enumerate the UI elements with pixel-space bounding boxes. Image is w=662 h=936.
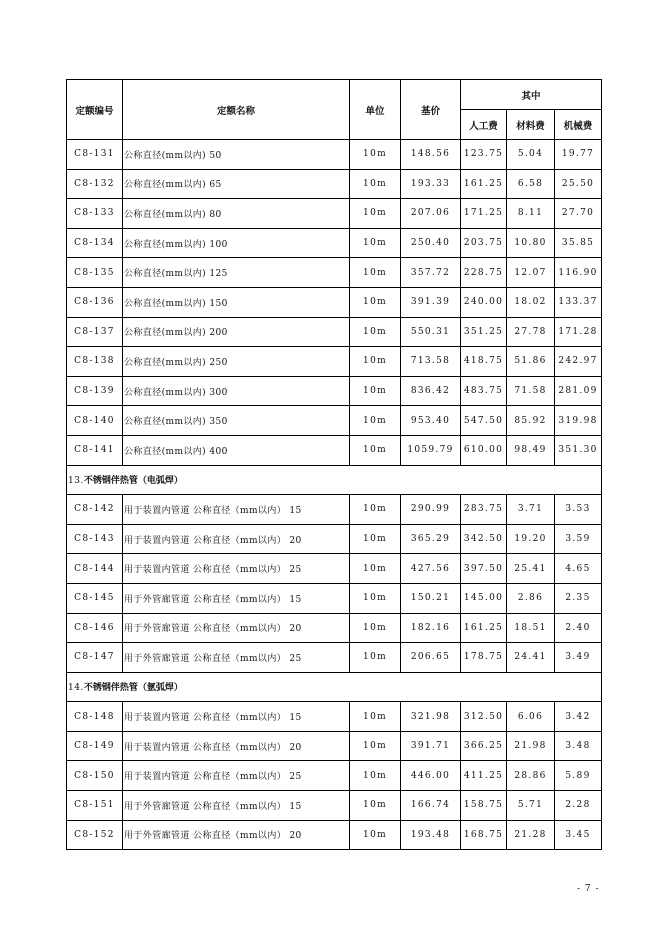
cell-base-price: 150.21 bbox=[401, 583, 461, 613]
section-title: 不锈钢伴热管（氩弧焊） bbox=[83, 683, 183, 694]
cell-code: C8-139 bbox=[67, 376, 123, 406]
section-number: 14. bbox=[68, 683, 84, 694]
cell-labor: 161.25 bbox=[461, 169, 507, 199]
cell-machine: 25.50 bbox=[555, 169, 602, 199]
cell-name: 公称直径(mm以内) 65 bbox=[123, 169, 350, 199]
header-machine: 机械费 bbox=[555, 110, 602, 140]
cell-base-price: 290.99 bbox=[401, 495, 461, 525]
cell-material: 21.28 bbox=[507, 820, 555, 850]
cell-unit: 10m bbox=[350, 613, 401, 643]
cell-unit: 10m bbox=[350, 583, 401, 613]
cell-name: 用于装置内管道 公称直径（mm以内） 15 bbox=[123, 702, 350, 732]
cell-code: C8-141 bbox=[67, 435, 123, 465]
table-row bbox=[67, 791, 602, 821]
cell-base-price: 446.00 bbox=[401, 761, 461, 791]
cell-machine: 35.85 bbox=[555, 228, 602, 258]
cell-unit: 10m bbox=[350, 287, 401, 317]
cell-material: 2.86 bbox=[507, 583, 555, 613]
cell-code: C8-134 bbox=[67, 228, 123, 258]
cell-machine: 3.53 bbox=[555, 495, 602, 525]
cell-labor: 123.75 bbox=[461, 140, 507, 170]
cell-code: C8-140 bbox=[67, 406, 123, 436]
cell-name: 用于装置内管道 公称直径（mm以内） 25 bbox=[123, 761, 350, 791]
cell-material: 25.41 bbox=[507, 554, 555, 584]
cell-base-price: 193.48 bbox=[401, 820, 461, 850]
cell-code: C8-149 bbox=[67, 731, 123, 761]
cell-code: C8-147 bbox=[67, 643, 123, 673]
cell-name: 公称直径(mm以内) 150 bbox=[123, 287, 350, 317]
section-13 bbox=[67, 465, 602, 495]
cell-unit: 10m bbox=[350, 643, 401, 673]
section-title: 不锈钢伴热管（电弧焊） bbox=[83, 476, 183, 487]
cell-name: 用于装置内管道 公称直径（mm以内） 15 bbox=[123, 495, 350, 525]
cell-material: 71.58 bbox=[507, 376, 555, 406]
cell-unit: 10m bbox=[350, 761, 401, 791]
cell-labor: 397.50 bbox=[461, 554, 507, 584]
cell-name: 公称直径(mm以内) 100 bbox=[123, 228, 350, 258]
cell-code: C8-133 bbox=[67, 199, 123, 229]
cell-code: C8-132 bbox=[67, 169, 123, 199]
header-base-price: 基价 bbox=[401, 80, 461, 140]
cell-material: 8.11 bbox=[507, 199, 555, 229]
cell-name: 公称直径(mm以内) 250 bbox=[123, 347, 350, 377]
header-unit: 单位 bbox=[350, 80, 401, 140]
cell-machine: 2.35 bbox=[555, 583, 602, 613]
table-row bbox=[67, 258, 602, 288]
cell-name: 公称直径(mm以内) 50 bbox=[123, 140, 350, 170]
cell-unit: 10m bbox=[350, 731, 401, 761]
cell-labor: 228.75 bbox=[461, 258, 507, 288]
cell-unit: 10m bbox=[350, 791, 401, 821]
cell-unit: 10m bbox=[350, 199, 401, 229]
cell-code: C8-151 bbox=[67, 791, 123, 821]
cell-labor: 168.75 bbox=[461, 820, 507, 850]
header-among: 其中 bbox=[461, 80, 602, 110]
cell-machine: 3.42 bbox=[555, 702, 602, 732]
cell-labor: 547.50 bbox=[461, 406, 507, 436]
cell-code: C8-152 bbox=[67, 820, 123, 850]
cell-code: C8-143 bbox=[67, 524, 123, 554]
cell-name: 用于外管廊管道 公称直径（mm以内） 15 bbox=[123, 791, 350, 821]
table-row bbox=[67, 731, 602, 761]
table-row bbox=[67, 347, 602, 377]
cell-material: 85.92 bbox=[507, 406, 555, 436]
cell-machine: 133.37 bbox=[555, 287, 602, 317]
cell-base-price: 166.74 bbox=[401, 791, 461, 821]
cell-name: 用于装置内管道 公称直径（mm以内） 25 bbox=[123, 554, 350, 584]
table-row bbox=[67, 524, 602, 554]
cell-machine: 3.49 bbox=[555, 643, 602, 673]
cell-base-price: 250.40 bbox=[401, 228, 461, 258]
cell-machine: 2.40 bbox=[555, 613, 602, 643]
section-row bbox=[67, 465, 602, 495]
cell-unit: 10m bbox=[350, 169, 401, 199]
table-row bbox=[67, 554, 602, 584]
cell-unit: 10m bbox=[350, 376, 401, 406]
cell-base-price: 182.16 bbox=[401, 613, 461, 643]
cell-base-price: 391.71 bbox=[401, 731, 461, 761]
cell-unit: 10m bbox=[350, 406, 401, 436]
cell-base-price: 1059.79 bbox=[401, 435, 461, 465]
table-body-dn bbox=[67, 140, 602, 466]
header-code: 定额编号 bbox=[67, 80, 123, 140]
cell-name: 公称直径(mm以内) 125 bbox=[123, 258, 350, 288]
cell-code: C8-145 bbox=[67, 583, 123, 613]
cell-material: 18.02 bbox=[507, 287, 555, 317]
cell-machine: 5.89 bbox=[555, 761, 602, 791]
table-row bbox=[67, 583, 602, 613]
cell-material: 5.04 bbox=[507, 140, 555, 170]
cell-labor: 178.75 bbox=[461, 643, 507, 673]
cell-base-price: 357.72 bbox=[401, 258, 461, 288]
cell-labor: 610.00 bbox=[461, 435, 507, 465]
table-row bbox=[67, 820, 602, 850]
table-row bbox=[67, 376, 602, 406]
cell-base-price: 550.31 bbox=[401, 317, 461, 347]
cell-name: 公称直径(mm以内) 200 bbox=[123, 317, 350, 347]
cell-code: C8-144 bbox=[67, 554, 123, 584]
cell-material: 51.86 bbox=[507, 347, 555, 377]
cell-name: 用于外管廊管道 公称直径（mm以内） 20 bbox=[123, 613, 350, 643]
cell-labor: 351.25 bbox=[461, 317, 507, 347]
cell-base-price: 193.33 bbox=[401, 169, 461, 199]
cell-labor: 366.25 bbox=[461, 731, 507, 761]
cell-labor: 203.75 bbox=[461, 228, 507, 258]
section-14 bbox=[67, 672, 602, 702]
cell-code: C8-142 bbox=[67, 495, 123, 525]
table-row bbox=[67, 287, 602, 317]
header-name: 定额名称 bbox=[123, 80, 350, 140]
cell-machine: 319.98 bbox=[555, 406, 602, 436]
cell-unit: 10m bbox=[350, 554, 401, 584]
section-number: 13. bbox=[68, 476, 84, 487]
table-body-argon-arc bbox=[67, 702, 602, 850]
cell-labor: 411.25 bbox=[461, 761, 507, 791]
cell-material: 6.06 bbox=[507, 702, 555, 732]
cell-labor: 145.00 bbox=[461, 583, 507, 613]
header-material: 材料费 bbox=[507, 110, 555, 140]
cell-name: 用于外管廊管道 公称直径（mm以内） 20 bbox=[123, 820, 350, 850]
cell-unit: 10m bbox=[350, 228, 401, 258]
cell-base-price: 206.65 bbox=[401, 643, 461, 673]
cell-name: 用于装置内管道 公称直径（mm以内） 20 bbox=[123, 731, 350, 761]
cell-unit: 10m bbox=[350, 495, 401, 525]
table-body-electric-arc bbox=[67, 495, 602, 673]
cell-code: C8-135 bbox=[67, 258, 123, 288]
cell-material: 12.07 bbox=[507, 258, 555, 288]
cell-machine: 3.45 bbox=[555, 820, 602, 850]
cell-material: 5.71 bbox=[507, 791, 555, 821]
cell-material: 18.51 bbox=[507, 613, 555, 643]
table-row bbox=[67, 169, 602, 199]
cell-unit: 10m bbox=[350, 702, 401, 732]
cell-base-price: 427.56 bbox=[401, 554, 461, 584]
cell-machine: 116.90 bbox=[555, 258, 602, 288]
table-row bbox=[67, 140, 602, 170]
cell-name: 公称直径(mm以内) 80 bbox=[123, 199, 350, 229]
cell-material: 6.58 bbox=[507, 169, 555, 199]
cell-material: 24.41 bbox=[507, 643, 555, 673]
cell-labor: 418.75 bbox=[461, 347, 507, 377]
cell-material: 28.86 bbox=[507, 761, 555, 791]
cell-name: 用于外管廊管道 公称直径（mm以内） 15 bbox=[123, 583, 350, 613]
cell-machine: 3.59 bbox=[555, 524, 602, 554]
cell-material: 10.80 bbox=[507, 228, 555, 258]
table-row bbox=[67, 317, 602, 347]
cell-code: C8-136 bbox=[67, 287, 123, 317]
cell-machine: 281.09 bbox=[555, 376, 602, 406]
cell-machine: 2.28 bbox=[555, 791, 602, 821]
cell-unit: 10m bbox=[350, 435, 401, 465]
cell-unit: 10m bbox=[350, 317, 401, 347]
cell-base-price: 148.56 bbox=[401, 140, 461, 170]
cell-material: 3.71 bbox=[507, 495, 555, 525]
cell-base-price: 391.39 bbox=[401, 287, 461, 317]
table-row bbox=[67, 228, 602, 258]
cell-unit: 10m bbox=[350, 524, 401, 554]
cell-unit: 10m bbox=[350, 140, 401, 170]
cell-machine: 19.77 bbox=[555, 140, 602, 170]
cell-unit: 10m bbox=[350, 347, 401, 377]
cell-unit: 10m bbox=[350, 820, 401, 850]
table-row bbox=[67, 613, 602, 643]
table-row bbox=[67, 406, 602, 436]
cell-code: C8-137 bbox=[67, 317, 123, 347]
section-row bbox=[67, 672, 602, 702]
cell-code: C8-138 bbox=[67, 347, 123, 377]
cell-machine: 27.70 bbox=[555, 199, 602, 229]
cell-base-price: 207.06 bbox=[401, 199, 461, 229]
cell-code: C8-150 bbox=[67, 761, 123, 791]
cell-labor: 483.75 bbox=[461, 376, 507, 406]
cell-labor: 240.00 bbox=[461, 287, 507, 317]
cell-machine: 3.48 bbox=[555, 731, 602, 761]
cell-name: 公称直径(mm以内) 350 bbox=[123, 406, 350, 436]
cell-labor: 171.25 bbox=[461, 199, 507, 229]
quota-table bbox=[66, 79, 602, 850]
cell-base-price: 836.42 bbox=[401, 376, 461, 406]
cell-machine: 171.28 bbox=[555, 317, 602, 347]
cell-machine: 351.30 bbox=[555, 435, 602, 465]
cell-machine: 4.65 bbox=[555, 554, 602, 584]
cell-labor: 283.75 bbox=[461, 495, 507, 525]
table-row bbox=[67, 761, 602, 791]
cell-labor: 312.50 bbox=[461, 702, 507, 732]
table-row bbox=[67, 702, 602, 732]
cell-name: 公称直径(mm以内) 400 bbox=[123, 435, 350, 465]
cell-labor: 161.25 bbox=[461, 613, 507, 643]
cell-name: 用于外管廊管道 公称直径（mm以内） 25 bbox=[123, 643, 350, 673]
page-number: - 7 - bbox=[577, 884, 600, 894]
table-row bbox=[67, 435, 602, 465]
cell-material: 21.98 bbox=[507, 731, 555, 761]
cell-code: C8-131 bbox=[67, 140, 123, 170]
cell-name: 用于装置内管道 公称直径（mm以内） 20 bbox=[123, 524, 350, 554]
cell-material: 27.78 bbox=[507, 317, 555, 347]
table-row bbox=[67, 199, 602, 229]
cell-code: C8-148 bbox=[67, 702, 123, 732]
cell-base-price: 365.29 bbox=[401, 524, 461, 554]
table-row bbox=[67, 643, 602, 673]
cell-name: 公称直径(mm以内) 300 bbox=[123, 376, 350, 406]
cell-labor: 342.50 bbox=[461, 524, 507, 554]
cell-machine: 242.97 bbox=[555, 347, 602, 377]
header-labor: 人工费 bbox=[461, 110, 507, 140]
cell-code: C8-146 bbox=[67, 613, 123, 643]
cell-unit: 10m bbox=[350, 258, 401, 288]
cell-base-price: 321.98 bbox=[401, 702, 461, 732]
cell-base-price: 953.40 bbox=[401, 406, 461, 436]
cell-material: 98.49 bbox=[507, 435, 555, 465]
table-row bbox=[67, 495, 602, 525]
cell-labor: 158.75 bbox=[461, 791, 507, 821]
cell-base-price: 713.58 bbox=[401, 347, 461, 377]
cell-material: 19.20 bbox=[507, 524, 555, 554]
